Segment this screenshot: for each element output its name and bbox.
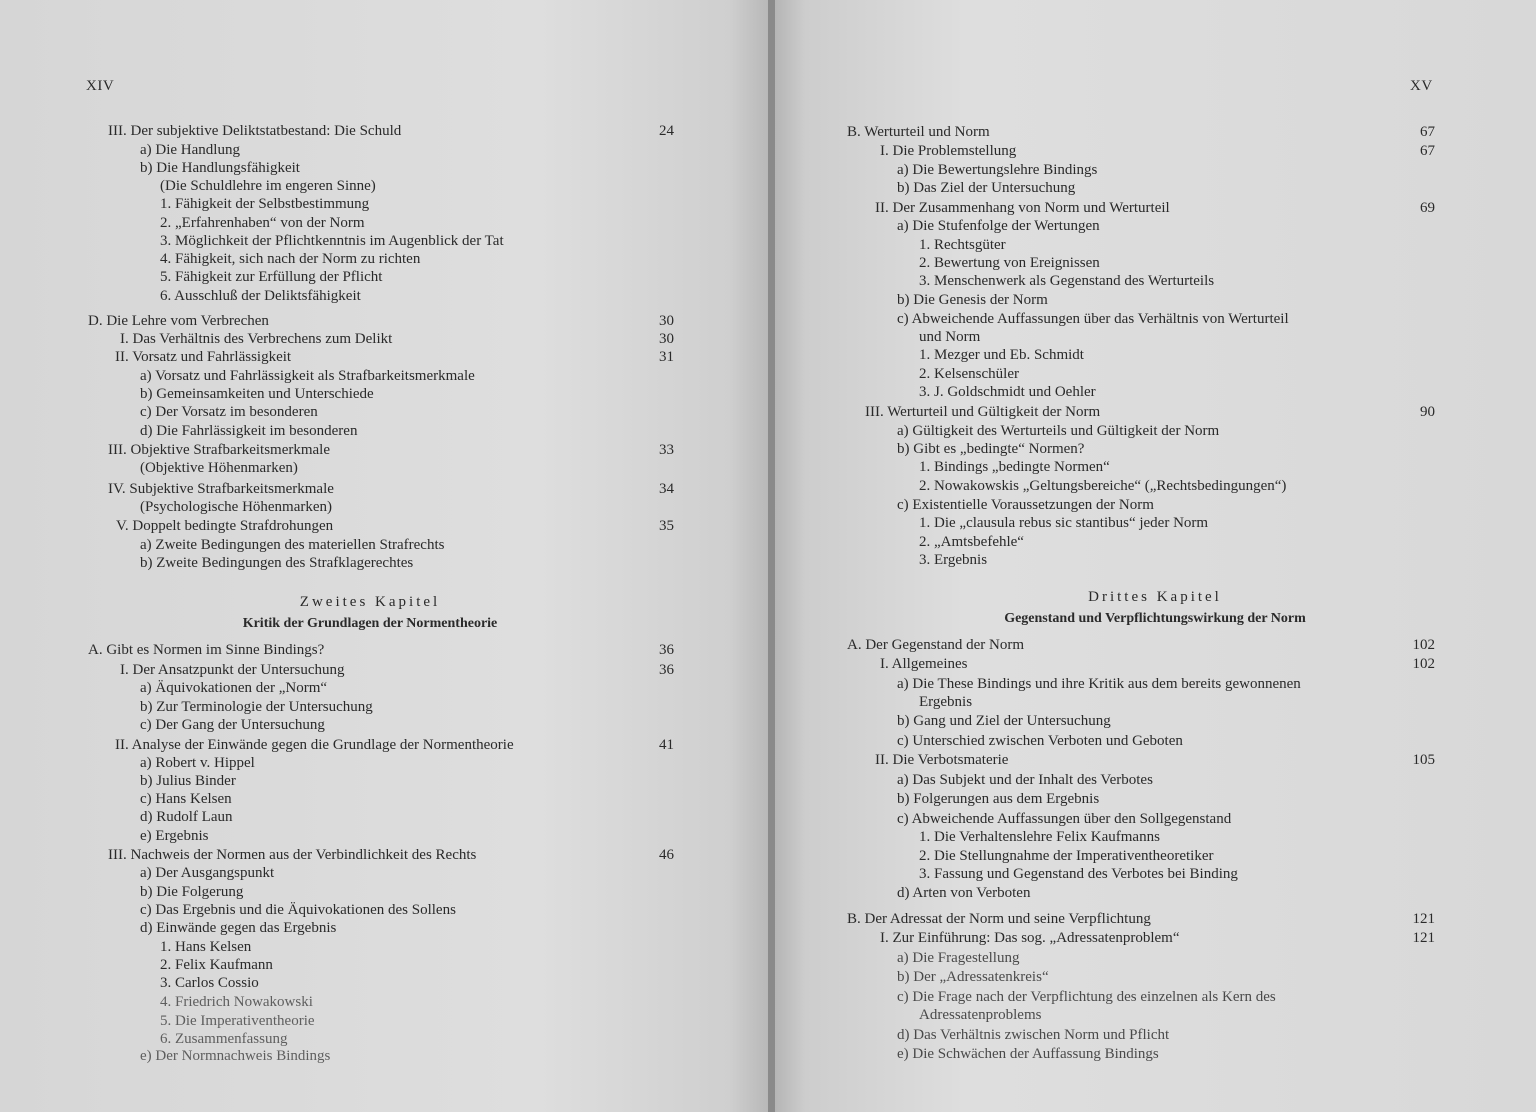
- toc-entry: I. Der Ansatzpunkt der Untersuchung: [120, 662, 345, 678]
- toc-page-number: 105: [1412, 752, 1435, 768]
- toc-entry: c) Der Gang der Untersuchung: [140, 717, 325, 733]
- toc-page-number: 31: [659, 349, 674, 365]
- toc-entry: d) Einwände gegen das Ergebnis: [140, 920, 337, 936]
- toc-entry: a) Die These Bindings und ihre Kritik aus dem bereits gewonnenen: [897, 676, 1301, 692]
- toc-entry: 5. Die Imperativentheorie: [160, 1013, 315, 1029]
- toc-entry: III. Objektive Strafbarkeitsmerkmale: [108, 442, 330, 458]
- toc-entry: b) Der „Adressatenkreis“: [897, 969, 1049, 985]
- toc-entry: B. Der Adressat der Norm und seine Verpflichtung: [847, 911, 1151, 927]
- toc-entry: V. Doppelt bedingte Strafdrohungen: [116, 518, 334, 534]
- toc-entry: a) Der Ausgangspunkt: [140, 865, 275, 881]
- toc-page-number: 90: [1420, 404, 1435, 420]
- toc-entry: c) Abweichende Auffassungen über den Sollgegenstand: [897, 811, 1232, 827]
- toc-entry: 3. Carlos Cossio: [160, 975, 259, 991]
- right-page: [775, 0, 1536, 1112]
- toc-entry: 1. Die Verhaltenslehre Felix Kaufmanns: [919, 829, 1160, 845]
- toc-page-number: 36: [659, 662, 674, 678]
- toc-entry: c) Hans Kelsen: [140, 791, 232, 807]
- toc-page-number: 67: [1420, 143, 1435, 159]
- toc-entry: b) Gemeinsamkeiten und Unterschiede: [140, 386, 374, 402]
- toc-entry: b) Zur Terminologie der Untersuchung: [140, 699, 373, 715]
- toc-page-number: 30: [659, 313, 674, 329]
- toc-entry: II. Die Verbotsmaterie: [875, 752, 1009, 768]
- toc-entry: 2. Nowakowskis „Geltungsbereiche“ („Rechtsbedingungen“): [919, 478, 1287, 494]
- toc-entry: b) Gang und Ziel der Untersuchung: [897, 713, 1111, 729]
- toc-entry: b) Julius Binder: [140, 773, 236, 789]
- toc-entry: II. Der Zusammenhang von Norm und Werturteil: [875, 200, 1170, 216]
- toc-entry: 6. Zusammenfassung: [160, 1031, 288, 1047]
- toc-entry: b) Zweite Bedingungen des Strafklagerechtes: [140, 555, 414, 571]
- toc-page-number: 121: [1412, 911, 1435, 927]
- toc-entry: 1. Die „clausula rebus sic stantibus“ jeder Norm: [919, 515, 1209, 531]
- toc-entry: c) Abweichende Auffassungen über das Verhältnis von Werturteil: [897, 311, 1289, 327]
- toc-entry: Ergebnis: [919, 694, 973, 710]
- toc-entry: B. Werturteil und Norm: [847, 124, 990, 140]
- toc-entry: I. Das Verhältnis des Verbrechens zum Delikt: [120, 331, 393, 347]
- toc-entry: und Norm: [919, 329, 981, 345]
- toc-entry: e) Ergebnis: [140, 828, 209, 844]
- toc-entry: I. Die Problemstellung: [880, 143, 1017, 159]
- toc-entry: b) Die Genesis der Norm: [897, 292, 1048, 308]
- toc-entry: II. Analyse der Einwände gegen die Grundlage der Normentheorie: [115, 737, 514, 753]
- toc-entry: 2. „Amtsbefehle“: [919, 534, 1024, 550]
- toc-entry: c) Die Frage nach der Verpflichtung des einzelnen als Kern des: [897, 989, 1276, 1005]
- toc-entry: 2. Die Stellungnahme der Imperativentheoretiker: [919, 848, 1214, 864]
- toc-entry: a) Äquivokationen der „Norm“: [140, 680, 328, 696]
- toc-entry: 1. Rechtsgüter: [919, 237, 1006, 253]
- toc-page-number: 41: [659, 737, 674, 753]
- toc-entry: a) Robert v. Hippel: [140, 755, 255, 771]
- toc-entry: (Psychologische Höhenmarken): [140, 499, 333, 515]
- toc-page-number: 30: [659, 331, 674, 347]
- toc-entry: a) Vorsatz und Fahrlässigkeit als Strafbarkeitsmerkmale: [140, 368, 475, 384]
- toc-entry: a) Das Subjekt und der Inhalt des Verbotes: [897, 772, 1153, 788]
- toc-entry: A. Gibt es Normen im Sinne Bindings?: [88, 642, 325, 658]
- book-gutter: [768, 0, 775, 1112]
- toc-entry: d) Das Verhältnis zwischen Norm und Pflicht: [897, 1027, 1170, 1043]
- toc-entry: c) Unterschied zwischen Verboten und Geboten: [897, 733, 1183, 749]
- toc-entry: c) Existentielle Voraussetzungen der Norm: [897, 497, 1154, 513]
- toc-entry: 3. Möglichkeit der Pflichtkenntnis im Augenblick der Tat: [160, 233, 504, 249]
- toc-entry: 1. Fähigkeit der Selbstbestimmung: [160, 196, 370, 212]
- toc-entry: a) Die Handlung: [140, 142, 240, 158]
- toc-entry: c) Das Ergebnis und die Äquivokationen des Sollens: [140, 902, 456, 918]
- toc-entry: a) Die Fragestellung: [897, 950, 1020, 966]
- toc-page-number: 46: [659, 847, 674, 863]
- toc-entry: 5. Fähigkeit zur Erfüllung der Pflicht: [160, 269, 383, 285]
- toc-entry: 3. Fassung und Gegenstand des Verbotes bei Binding: [919, 866, 1238, 882]
- toc-page-number: 121: [1412, 930, 1435, 946]
- toc-entry: e) Der Normnachweis Bindings: [140, 1048, 331, 1064]
- toc-page-number: 67: [1420, 124, 1435, 140]
- toc-entry: 3. Menschenwerk als Gegenstand des Werturteils: [919, 273, 1215, 289]
- toc-entry: 1. Bindings „bedingte Normen“: [919, 459, 1110, 475]
- toc-page-number: 102: [1412, 656, 1435, 672]
- toc-entry: a) Zweite Bedingungen des materiellen Strafrechts: [140, 537, 445, 553]
- toc-entry: I. Allgemeines: [880, 656, 968, 672]
- toc-entry: D. Die Lehre vom Verbrechen: [88, 313, 269, 329]
- toc-entry: b) Die Handlungsfähigkeit: [140, 160, 300, 176]
- chapter-title: Gegenstand und Verpflichtungswirkung der Norm: [1004, 611, 1306, 626]
- toc-entry: IV. Subjektive Strafbarkeitsmerkmale: [108, 481, 334, 497]
- toc-entry: b) Folgerungen aus dem Ergebnis: [897, 791, 1100, 807]
- toc-entry: (Objektive Höhenmarken): [140, 460, 298, 476]
- toc-entry: A. Der Gegenstand der Norm: [847, 637, 1025, 653]
- toc-entry: III. Der subjektive Deliktstatbestand: Die Schuld: [108, 123, 402, 139]
- toc-entry: a) Die Bewertungslehre Bindings: [897, 162, 1098, 178]
- toc-entry: a) Die Stufenfolge der Wertungen: [897, 218, 1100, 234]
- toc-entry: 1. Mezger und Eb. Schmidt: [919, 347, 1084, 363]
- toc-page-number: 102: [1412, 637, 1435, 653]
- toc-entry: a) Gültigkeit des Werturteils und Gültigkeit der Norm: [897, 423, 1220, 439]
- toc-entry: I. Zur Einführung: Das sog. „Adressatenproblem“: [880, 930, 1180, 946]
- toc-page-number: 34: [659, 481, 674, 497]
- chapter-label: Drittes Kapitel: [1088, 589, 1222, 605]
- toc-entry: (Die Schuldlehre im engeren Sinne): [160, 178, 376, 194]
- toc-entry: d) Die Fahrlässigkeit im besonderen: [140, 423, 358, 439]
- toc-entry: III. Nachweis der Normen aus der Verbindlichkeit des Rechts: [108, 847, 477, 863]
- toc-page-number: 35: [659, 518, 674, 534]
- toc-page-number: 36: [659, 642, 674, 658]
- toc-entry: b) Das Ziel der Untersuchung: [897, 180, 1076, 196]
- toc-entry: III. Werturteil und Gültigkeit der Norm: [865, 404, 1101, 420]
- toc-entry: 2. Kelsenschüler: [919, 366, 1019, 382]
- toc-entry: 4. Fähigkeit, sich nach der Norm zu richten: [160, 251, 421, 267]
- toc-entry: Adressatenproblems: [919, 1007, 1042, 1023]
- toc-entry: b) Gibt es „bedingte“ Normen?: [897, 441, 1085, 457]
- toc-entry: e) Die Schwächen der Auffassung Bindings: [897, 1046, 1159, 1062]
- toc-entry: 3. Ergebnis: [919, 552, 988, 568]
- page-number-header: XV: [1410, 78, 1433, 94]
- toc-entry: 1. Hans Kelsen: [160, 939, 252, 955]
- toc-entry: 2. Felix Kaufmann: [160, 957, 273, 973]
- page-number-header: XIV: [86, 78, 115, 94]
- toc-page-number: 33: [659, 442, 674, 458]
- toc-entry: 2. „Erfahrenhaben“ von der Norm: [160, 215, 365, 231]
- chapter-title: Kritik der Grundlagen der Normentheorie: [242, 616, 498, 631]
- toc-page-number: 69: [1420, 200, 1435, 216]
- toc-entry: d) Arten von Verboten: [897, 885, 1031, 901]
- toc-entry: d) Rudolf Laun: [140, 809, 233, 825]
- chapter-label: Zweites Kapitel: [299, 594, 441, 610]
- toc-entry: 6. Ausschluß der Deliktsfähigkeit: [160, 288, 361, 304]
- toc-entry: c) Der Vorsatz im besonderen: [140, 404, 318, 420]
- toc-entry: II. Vorsatz und Fahrlässigkeit: [115, 349, 292, 365]
- toc-entry: 2. Bewertung von Ereignissen: [919, 255, 1100, 271]
- toc-page-number: 24: [659, 123, 674, 139]
- toc-entry: 4. Friedrich Nowakowski: [160, 994, 313, 1010]
- toc-entry: 3. J. Goldschmidt und Oehler: [919, 384, 1096, 400]
- toc-entry: b) Die Folgerung: [140, 884, 244, 900]
